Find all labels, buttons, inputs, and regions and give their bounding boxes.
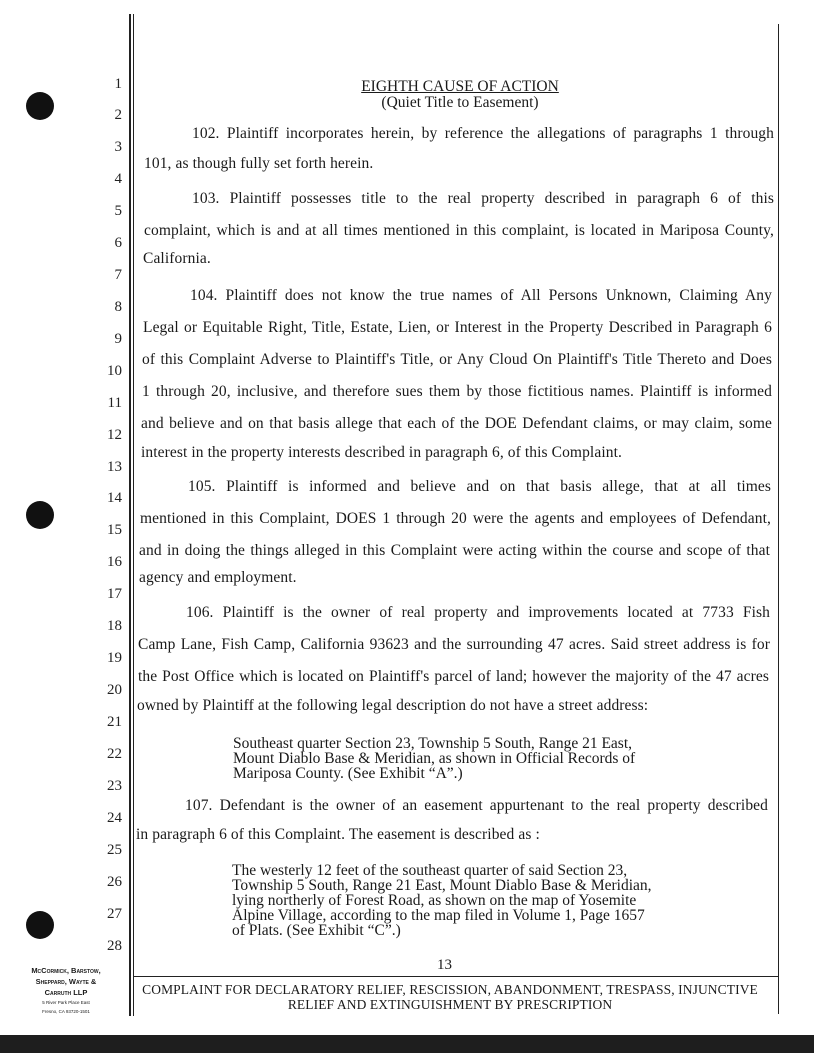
line-number: 2: [114, 107, 122, 123]
right-margin-rule: [778, 24, 779, 1014]
line-number: 15: [107, 522, 122, 538]
legal-description-easement: [232, 863, 682, 938]
paragraph-106-line: 106. Plaintiff is the owner of real property and improvements located at 7733 Fish: [186, 604, 770, 621]
firm-name-line: Sheppard, Wayte &: [35, 977, 97, 986]
line-number: 21: [107, 714, 122, 730]
line-number: 22: [107, 746, 122, 762]
legal-description-line: lying northerly of Forest Road, as shown on the map of Yosemite: [232, 892, 637, 909]
scan-bottom-edge: [0, 1035, 814, 1053]
paragraph-107-line: in paragraph 6 of this Complaint. The easement is described as :: [136, 826, 540, 843]
line-number: 13: [107, 459, 122, 475]
line-number: 19: [107, 650, 122, 666]
line-number: 4: [114, 171, 122, 187]
page-number: 13: [437, 957, 452, 973]
paragraph-105-line: mentioned in this Complaint, DOES 1 through 20 were the agents and employees of Defendant,: [140, 510, 771, 527]
legal-description-line: Southeast quarter Section 23, Township 5 South, Range 21 East,: [233, 735, 633, 752]
line-number: 24: [107, 810, 122, 826]
line-number: 6: [114, 235, 122, 251]
line-number: 8: [114, 299, 122, 315]
binder-hole-top: [26, 92, 54, 120]
cause-of-action-subtitle: (Quiet Title to Easement): [381, 94, 539, 111]
legal-description-line: Township 5 South, Range 21 East, Mount Diablo Base & Meridian,: [232, 877, 652, 894]
footer-title-line-1: COMPLAINT FOR DECLARATORY RELIEF, RESCISSION, ABANDONMENT, TRESPASS, INJUNCTIVE: [142, 982, 758, 997]
paragraph-102-line: 101, as though fully set forth herein.: [144, 155, 374, 172]
binder-hole-bottom: [26, 911, 54, 939]
paragraph-106-line: owned by Plaintiff at the following legal description do not have a street address:: [137, 697, 649, 714]
paragraph-107-line: 107. Defendant is the owner of an easement appurtenant to the real property described: [185, 797, 768, 814]
line-number: 28: [107, 938, 122, 954]
paragraph-106-line: Camp Lane, Fish Camp, California 93623 and the surrounding 47 acres. Said street address is for: [138, 636, 770, 653]
line-number: 23: [107, 778, 122, 794]
paragraph-103-line: complaint, which is and at all times mentioned in this complaint, is located in Mariposa County,: [144, 222, 774, 239]
paragraph-104-line: 1 through 20, inclusive, and therefore sues them by those fictitious names. Plaintiff is informed: [142, 383, 772, 400]
paragraph-105-line: and in doing the things alleged in this Complaint were acting within the course and scope of that: [139, 542, 770, 559]
line-number: 17: [107, 586, 122, 602]
line-number: 14: [107, 490, 122, 506]
legal-description-line: of Plats. (See Exhibit “C”.): [232, 922, 401, 939]
paragraph-104-line: of this Complaint Adverse to Plaintiff's Title, or Any Cloud On Plaintiff's Title Thereto and Does: [142, 351, 772, 368]
line-number: 3: [114, 139, 122, 155]
line-number: 9: [114, 331, 122, 347]
legal-description-parcel: [233, 736, 673, 781]
line-number: 10: [107, 363, 122, 379]
paragraph-104-line: Legal or Equitable Right, Title, Estate, Lien, or Interest in the Property Described in Paragraph 6: [143, 319, 772, 336]
legal-description-line: Alpine Village, according to the map filed in Volume 1, Page 1657: [232, 907, 645, 924]
paragraph-106-line: the Post Office which is located on Plaintiff's parcel of land; however the majority of the 47 acres: [138, 668, 769, 685]
paragraph-102-line: 102. Plaintiff incorporates herein, by reference the allegations of paragraphs 1 through: [192, 125, 774, 142]
line-number: 12: [107, 427, 122, 443]
firm-address-line: 5 River Park Place East: [42, 1000, 90, 1005]
line-number: 18: [107, 618, 122, 634]
line-number: 25: [107, 842, 122, 858]
line-number: 11: [107, 395, 122, 411]
left-margin-rule-inner: [133, 14, 134, 1016]
firm-address-line: Fresno, CA 93720-1501: [42, 1009, 90, 1014]
firm-name-line: McCormick, Barstow,: [31, 966, 101, 975]
line-number: 1: [114, 76, 122, 92]
legal-description-line: Mariposa County. (See Exhibit “A”.): [233, 765, 463, 782]
legal-description-line: Mount Diablo Base & Meridian, as shown in Official Records of: [233, 750, 636, 767]
paragraph-105-line: 105. Plaintiff is informed and believe and on that basis allege, that at all times: [188, 478, 771, 495]
line-number: 27: [107, 906, 122, 922]
line-number: 5: [114, 203, 122, 219]
cause-of-action-title: EIGHTH CAUSE OF ACTION: [361, 78, 559, 95]
paragraph-104-line: and believe and on that basis allege that each of the DOE Defendant claims, or may claim, some: [141, 415, 772, 432]
line-number: 16: [107, 554, 122, 570]
legal-description-line: The westerly 12 feet of the southeast quarter of said Section 23,: [232, 862, 628, 879]
paragraph-103-line: California.: [143, 250, 211, 267]
line-number: 7: [114, 267, 122, 283]
line-number: 26: [107, 874, 122, 890]
firm-name-line: Carruth LLP: [44, 988, 88, 997]
paragraph-104-line: interest in the property interests described in paragraph 6, of this Complaint.: [141, 444, 622, 461]
footer-rule: [133, 976, 779, 977]
paragraph-103-line: 103. Plaintiff possesses title to the real property described in paragraph 6 of this: [192, 190, 774, 207]
left-margin-rule-outer: [129, 14, 131, 1016]
paragraph-104-line: 104. Plaintiff does not know the true names of All Persons Unknown, Claiming Any: [190, 287, 772, 304]
footer-title-line-2: RELIEF AND EXTINGUISHMENT BY PRESCRIPTION: [287, 997, 613, 1012]
paragraph-105-line: agency and employment.: [139, 569, 297, 586]
binder-hole-middle: [26, 501, 54, 529]
line-number: 20: [107, 682, 122, 698]
